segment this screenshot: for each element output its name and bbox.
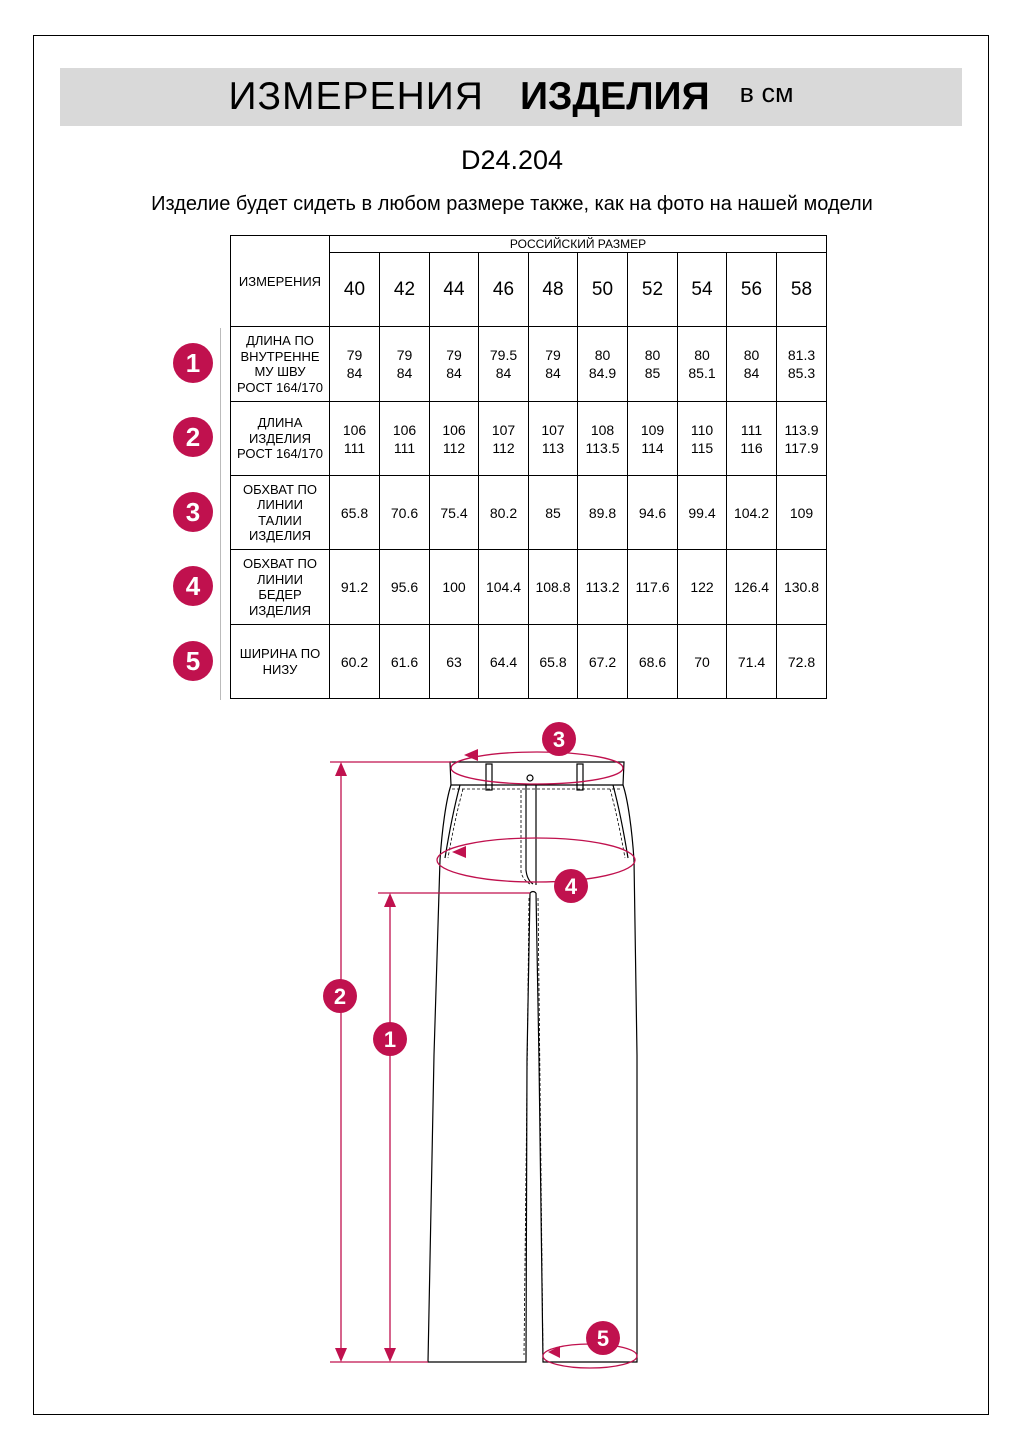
row-label-line: ЛИНИИ: [257, 571, 303, 587]
cell-value: 111: [740, 421, 763, 438]
cell-value: 84: [446, 365, 462, 381]
size-header-48: 48: [529, 253, 578, 327]
cell-value: 80: [594, 347, 611, 363]
cell-value: 106: [442, 421, 466, 438]
size-header-54: 54: [678, 253, 727, 327]
cell-value: 85: [545, 504, 561, 521]
title-part-1: ИЗМЕРЕНИЯ: [228, 75, 484, 118]
cell-value: 70: [694, 653, 710, 670]
cell-value: 100: [442, 579, 466, 595]
cell-value: 84: [396, 365, 413, 381]
size-header-56: 56: [727, 253, 777, 327]
cell-value: 79: [396, 347, 413, 363]
cell-value: 110: [690, 421, 714, 438]
cell-value: 84: [743, 365, 760, 381]
cell-value: 99.4: [688, 504, 716, 521]
cell-value: 117.9: [784, 439, 819, 456]
cell-value: 80.2: [489, 504, 518, 521]
cell-value: 108: [590, 421, 615, 438]
svg-text:2: 2: [333, 984, 347, 1009]
cell-value: 126.4: [733, 579, 770, 595]
row-label-line: БЕДЕР: [258, 587, 302, 602]
cell-value: 95.6: [390, 579, 419, 595]
cell-value: 113.2: [585, 579, 620, 595]
row-badge-4: 4: [173, 566, 213, 606]
size-system-label: РОССИЙСКИЙ РАЗМЕР: [330, 236, 827, 253]
cell-value: 85.3: [787, 365, 816, 381]
svg-text:1: 1: [383, 1027, 397, 1052]
row-label-line: ИЗДЕЛИЯ: [249, 602, 311, 618]
cell-value: 112: [442, 439, 466, 456]
cell-value: 84.9: [588, 365, 617, 381]
cell-value: 79: [346, 347, 363, 363]
cell-value: 84: [545, 365, 561, 381]
cell-value: 63: [446, 653, 462, 670]
cell-value: 67.2: [588, 653, 617, 670]
cell-value: 109: [640, 421, 665, 438]
cell-value: 80: [743, 347, 760, 363]
size-header-52: 52: [628, 253, 678, 327]
cell-value: 111: [393, 439, 416, 456]
fit-note: Изделие будет сидеть в любом размере также, как на фото на нашей модели: [151, 193, 873, 215]
diagram-marker-2: [323, 979, 357, 1013]
row-label-line: ДЛИНА: [257, 415, 303, 431]
cell-value: 75.4: [440, 504, 468, 521]
diagram-marker-5: [586, 1321, 620, 1355]
diagram-marker-1: [373, 1022, 407, 1056]
size-header-58: 58: [777, 253, 827, 327]
cell-value: 79.5: [489, 347, 518, 363]
cell-value: 65.8: [539, 653, 567, 670]
diagram-marker-4: [554, 869, 588, 903]
cell-value: 61.6: [390, 653, 419, 670]
row-label-line: ТАЛИИ: [258, 512, 302, 528]
cell-value: 71.4: [737, 653, 766, 670]
svg-text:4: 4: [564, 874, 578, 899]
row-label-line: ШИРИНА ПО: [239, 646, 321, 661]
measurement-lines: [330, 752, 637, 1368]
cell-value: 89.8: [588, 504, 617, 521]
size-header-42: 42: [380, 253, 430, 327]
row-label-line: НИЗУ: [262, 661, 298, 677]
row-label-line: ЛИНИИ: [257, 497, 303, 512]
cell-value: 65.8: [340, 504, 369, 521]
cell-value: 85: [644, 365, 661, 381]
cell-value: 109: [789, 504, 814, 521]
cell-value: 114: [641, 439, 664, 456]
row-badge-5: 5: [173, 641, 213, 681]
cell-value: 113: [541, 439, 565, 456]
cell-value: 106: [342, 421, 367, 438]
size-header-50: 50: [578, 253, 628, 327]
size-header-40: 40: [330, 253, 380, 327]
cell-value: 111: [343, 439, 366, 456]
cell-value: 116: [740, 439, 763, 456]
cell-value: 107: [491, 421, 516, 438]
row-badge-2: 2: [173, 417, 213, 457]
size-header-46: 46: [479, 253, 529, 327]
cell-value: 84: [346, 365, 363, 381]
cell-value: 79: [545, 347, 561, 363]
svg-text:5: 5: [596, 1326, 610, 1351]
cell-value: 106: [392, 421, 417, 438]
row-label-line: РОСТ 164/170: [237, 446, 323, 462]
cell-value: 72.8: [787, 653, 816, 670]
cell-value: 94.6: [638, 504, 667, 521]
cell-value: 108.8: [535, 579, 571, 595]
cell-value: 115: [690, 439, 714, 456]
row-label-line: ОБХВАТ ПО: [243, 556, 317, 571]
cell-value: 122: [690, 579, 714, 595]
cell-value: 84: [495, 365, 512, 381]
row-label-line: ИЗДЕЛИЯ: [249, 528, 311, 543]
cell-value: 81.3: [787, 347, 816, 363]
size-header-44: 44: [430, 253, 479, 327]
cell-value: 80: [694, 347, 710, 363]
cell-value: 117.6: [635, 579, 670, 595]
title-unit: в см: [739, 77, 794, 108]
cell-value: 113.9: [784, 421, 819, 438]
cell-value: 113.5: [585, 439, 620, 456]
cell-value: 64.4: [489, 653, 518, 670]
corner-label: ИЗМЕРЕНИЯ: [231, 236, 330, 327]
title-part-2: ИЗДЕЛИЯ: [519, 75, 710, 118]
diagram-marker-3: [542, 722, 576, 756]
article-code: D24.204: [460, 145, 564, 175]
row-badge-1: 1: [173, 343, 213, 383]
row-label-line: ИЗДЕЛИЯ: [249, 430, 311, 446]
cell-value: 104.2: [733, 504, 770, 521]
row-label-line: ДЛИНА ПО: [246, 333, 314, 348]
cell-value: 68.6: [638, 653, 667, 670]
cell-value: 130.8: [783, 579, 820, 595]
row-label-line: ОБХВАТ ПО: [243, 481, 317, 497]
row-label-line: МУ ШВУ: [254, 364, 306, 379]
svg-text:3: 3: [552, 727, 566, 752]
row-badge-3: 3: [173, 492, 213, 532]
cell-value: 85.1: [688, 365, 716, 381]
cell-value: 91.2: [340, 579, 369, 595]
cell-value: 104.4: [485, 579, 522, 595]
cell-value: 80: [644, 347, 661, 363]
cell-value: 70.6: [390, 504, 419, 521]
cell-value: 79: [446, 347, 462, 363]
cell-value: 112: [492, 439, 515, 456]
row-label-line: ВНУТРЕННЕ: [240, 348, 320, 364]
cell-value: 60.2: [340, 653, 369, 670]
cell-value: 107: [541, 421, 565, 438]
row-label-line: РОСТ 164/170: [237, 379, 323, 395]
